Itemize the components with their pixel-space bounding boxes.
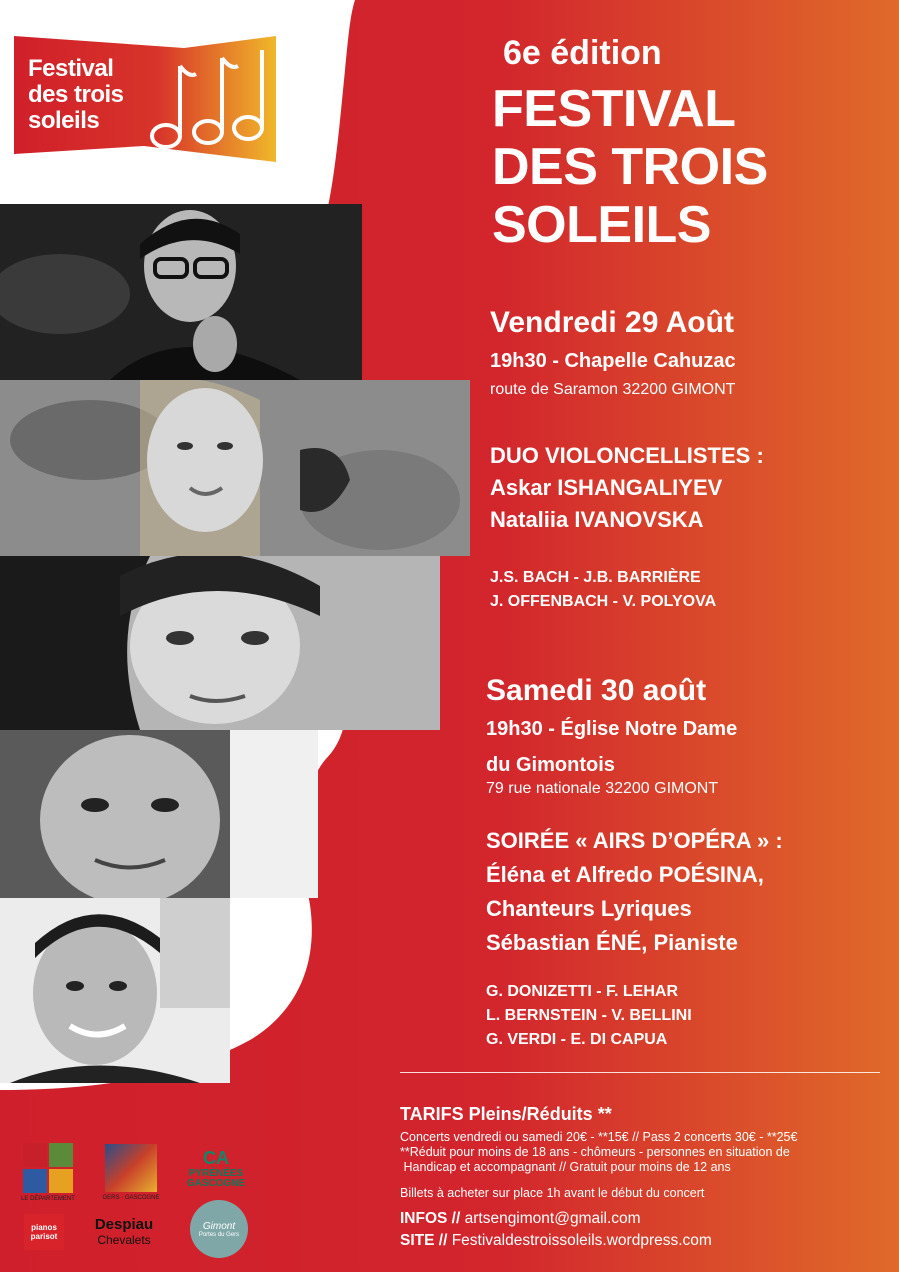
concert2-performers xyxy=(486,824,783,960)
sponsor-despiau-line-1: Despiau xyxy=(94,1215,154,1233)
concert1-performer-line: Nataliia IVANOVSKA xyxy=(490,507,704,532)
site-line xyxy=(400,1232,712,1250)
sponsor-gimont-logo xyxy=(190,1200,248,1258)
photo-cellist-female xyxy=(0,380,470,556)
logo-line-3: soleils xyxy=(28,107,100,134)
concert2-composers xyxy=(486,980,692,1052)
tarif-line: Handicap et accompagnant // Gratuit pour moins de 12 ans xyxy=(400,1160,731,1174)
photo-pianist xyxy=(0,898,230,1083)
concert2-performer-line: Éléna et Alfredo POÉSINA, xyxy=(486,862,764,887)
title-line-3: SOLEILS xyxy=(492,196,711,254)
sponsor-gimont-line-2: Portes du Gers xyxy=(198,1231,240,1238)
site-label: SITE // xyxy=(400,1232,448,1249)
sponsor-despiau-logo xyxy=(84,1210,164,1252)
email-link[interactable]: artsengimont@gmail.com xyxy=(464,1210,641,1227)
credit-agricole-icon: CA xyxy=(203,1147,229,1168)
tarif-line: **Réduit pour moins de 18 ans - chômeurs - personnes en situation de xyxy=(400,1145,790,1159)
concert2-address: 79 rue nationale 32200 GIMONT xyxy=(486,780,719,797)
logo-line-2: des trois xyxy=(28,81,124,108)
edition-label: 6e édition xyxy=(503,34,662,72)
tarifs-title: TARIFS Pleins/Réduits ** xyxy=(400,1104,612,1124)
concert1-date: Vendredi 29 Août xyxy=(490,306,734,339)
sponsor-pyrenees-line-2: GASCOGNE xyxy=(186,1177,246,1189)
sponsor-departement-logo xyxy=(18,1140,78,1204)
sponsor-departement-text: LE DÉPARTEMENT xyxy=(21,1195,75,1202)
concert2-venue-line-2: du Gimontois xyxy=(486,754,615,776)
infos-line xyxy=(400,1210,641,1228)
title-line-2: DES TROIS xyxy=(492,138,768,196)
title-line-1: FESTIVAL xyxy=(492,80,736,138)
logo-line-1: Festival xyxy=(28,55,114,82)
billets-note: Billets à acheter sur place 1h avant le début du concert xyxy=(400,1186,705,1200)
photo-singer-female xyxy=(0,556,440,730)
sponsor-gers-gascogne-logo xyxy=(102,1140,160,1204)
concert1-composers xyxy=(490,566,716,614)
sponsor-credit-agricole-logo xyxy=(178,1144,254,1192)
sponsor-pianos-parisot-logo xyxy=(24,1214,64,1250)
infos-label: INFOS // xyxy=(400,1210,461,1227)
concert2-composer-line: G. VERDI - E. DI CAPUA xyxy=(486,1031,668,1048)
concert1-composer-line: J. OFFENBACH - V. POLYOVA xyxy=(490,593,717,610)
photo-singer-male xyxy=(0,730,318,898)
photo-cellist-male xyxy=(0,204,362,380)
concert2-performer-line: Sébastian ÉNÉ, Pianiste xyxy=(486,930,738,955)
sponsor-gimont-line-1: Gimont xyxy=(202,1220,236,1232)
sponsor-pianos-line-1: pianos xyxy=(31,1223,57,1232)
concert1-address: route de Saramon 32200 GIMONT xyxy=(490,381,736,398)
concert2-performer-line: Chanteurs Lyriques xyxy=(486,896,692,921)
page-title xyxy=(492,80,768,254)
sponsor-gers-text: GERS · GASCOGNE xyxy=(102,1194,160,1201)
concert1-venue: 19h30 - Chapelle Cahuzac xyxy=(490,350,736,372)
concert2-composer-line: G. DONIZETTI - F. LEHAR xyxy=(486,983,678,1000)
concert1-performers xyxy=(490,440,764,536)
tarifs-details xyxy=(400,1130,797,1175)
concert2-performer-line: SOIRÉE « AIRS D’OPÉRA » : xyxy=(486,828,783,853)
sponsor-pianos-line-2: parisot xyxy=(30,1232,58,1241)
concert2-venue-line-1: 19h30 - Église Notre Dame xyxy=(486,718,738,740)
concert1-performer-line: DUO VIOLONCELLISTES : xyxy=(490,443,764,468)
divider xyxy=(400,1072,880,1073)
sponsor-pyrenees-line-1: PYRÉNÉES xyxy=(188,1167,244,1179)
concert1-composer-line: J.S. BACH - J.B. BARRIÈRE xyxy=(490,569,701,586)
festival-logo xyxy=(14,36,276,162)
website-link[interactable]: Festivaldestroissoleils.wordpress.com xyxy=(451,1232,712,1249)
tarif-line: Concerts vendredi ou samedi 20€ - **15€ // Pass 2 concerts 30€ - **25€ xyxy=(400,1130,798,1144)
sponsor-despiau-line-2: Chevalets xyxy=(97,1232,151,1247)
concert2-date: Samedi 30 août xyxy=(486,674,707,707)
concert1-performer-line: Askar ISHANGALIYEV xyxy=(490,475,723,500)
concert2-composer-line: L. BERNSTEIN - V. BELLINI xyxy=(486,1007,692,1024)
